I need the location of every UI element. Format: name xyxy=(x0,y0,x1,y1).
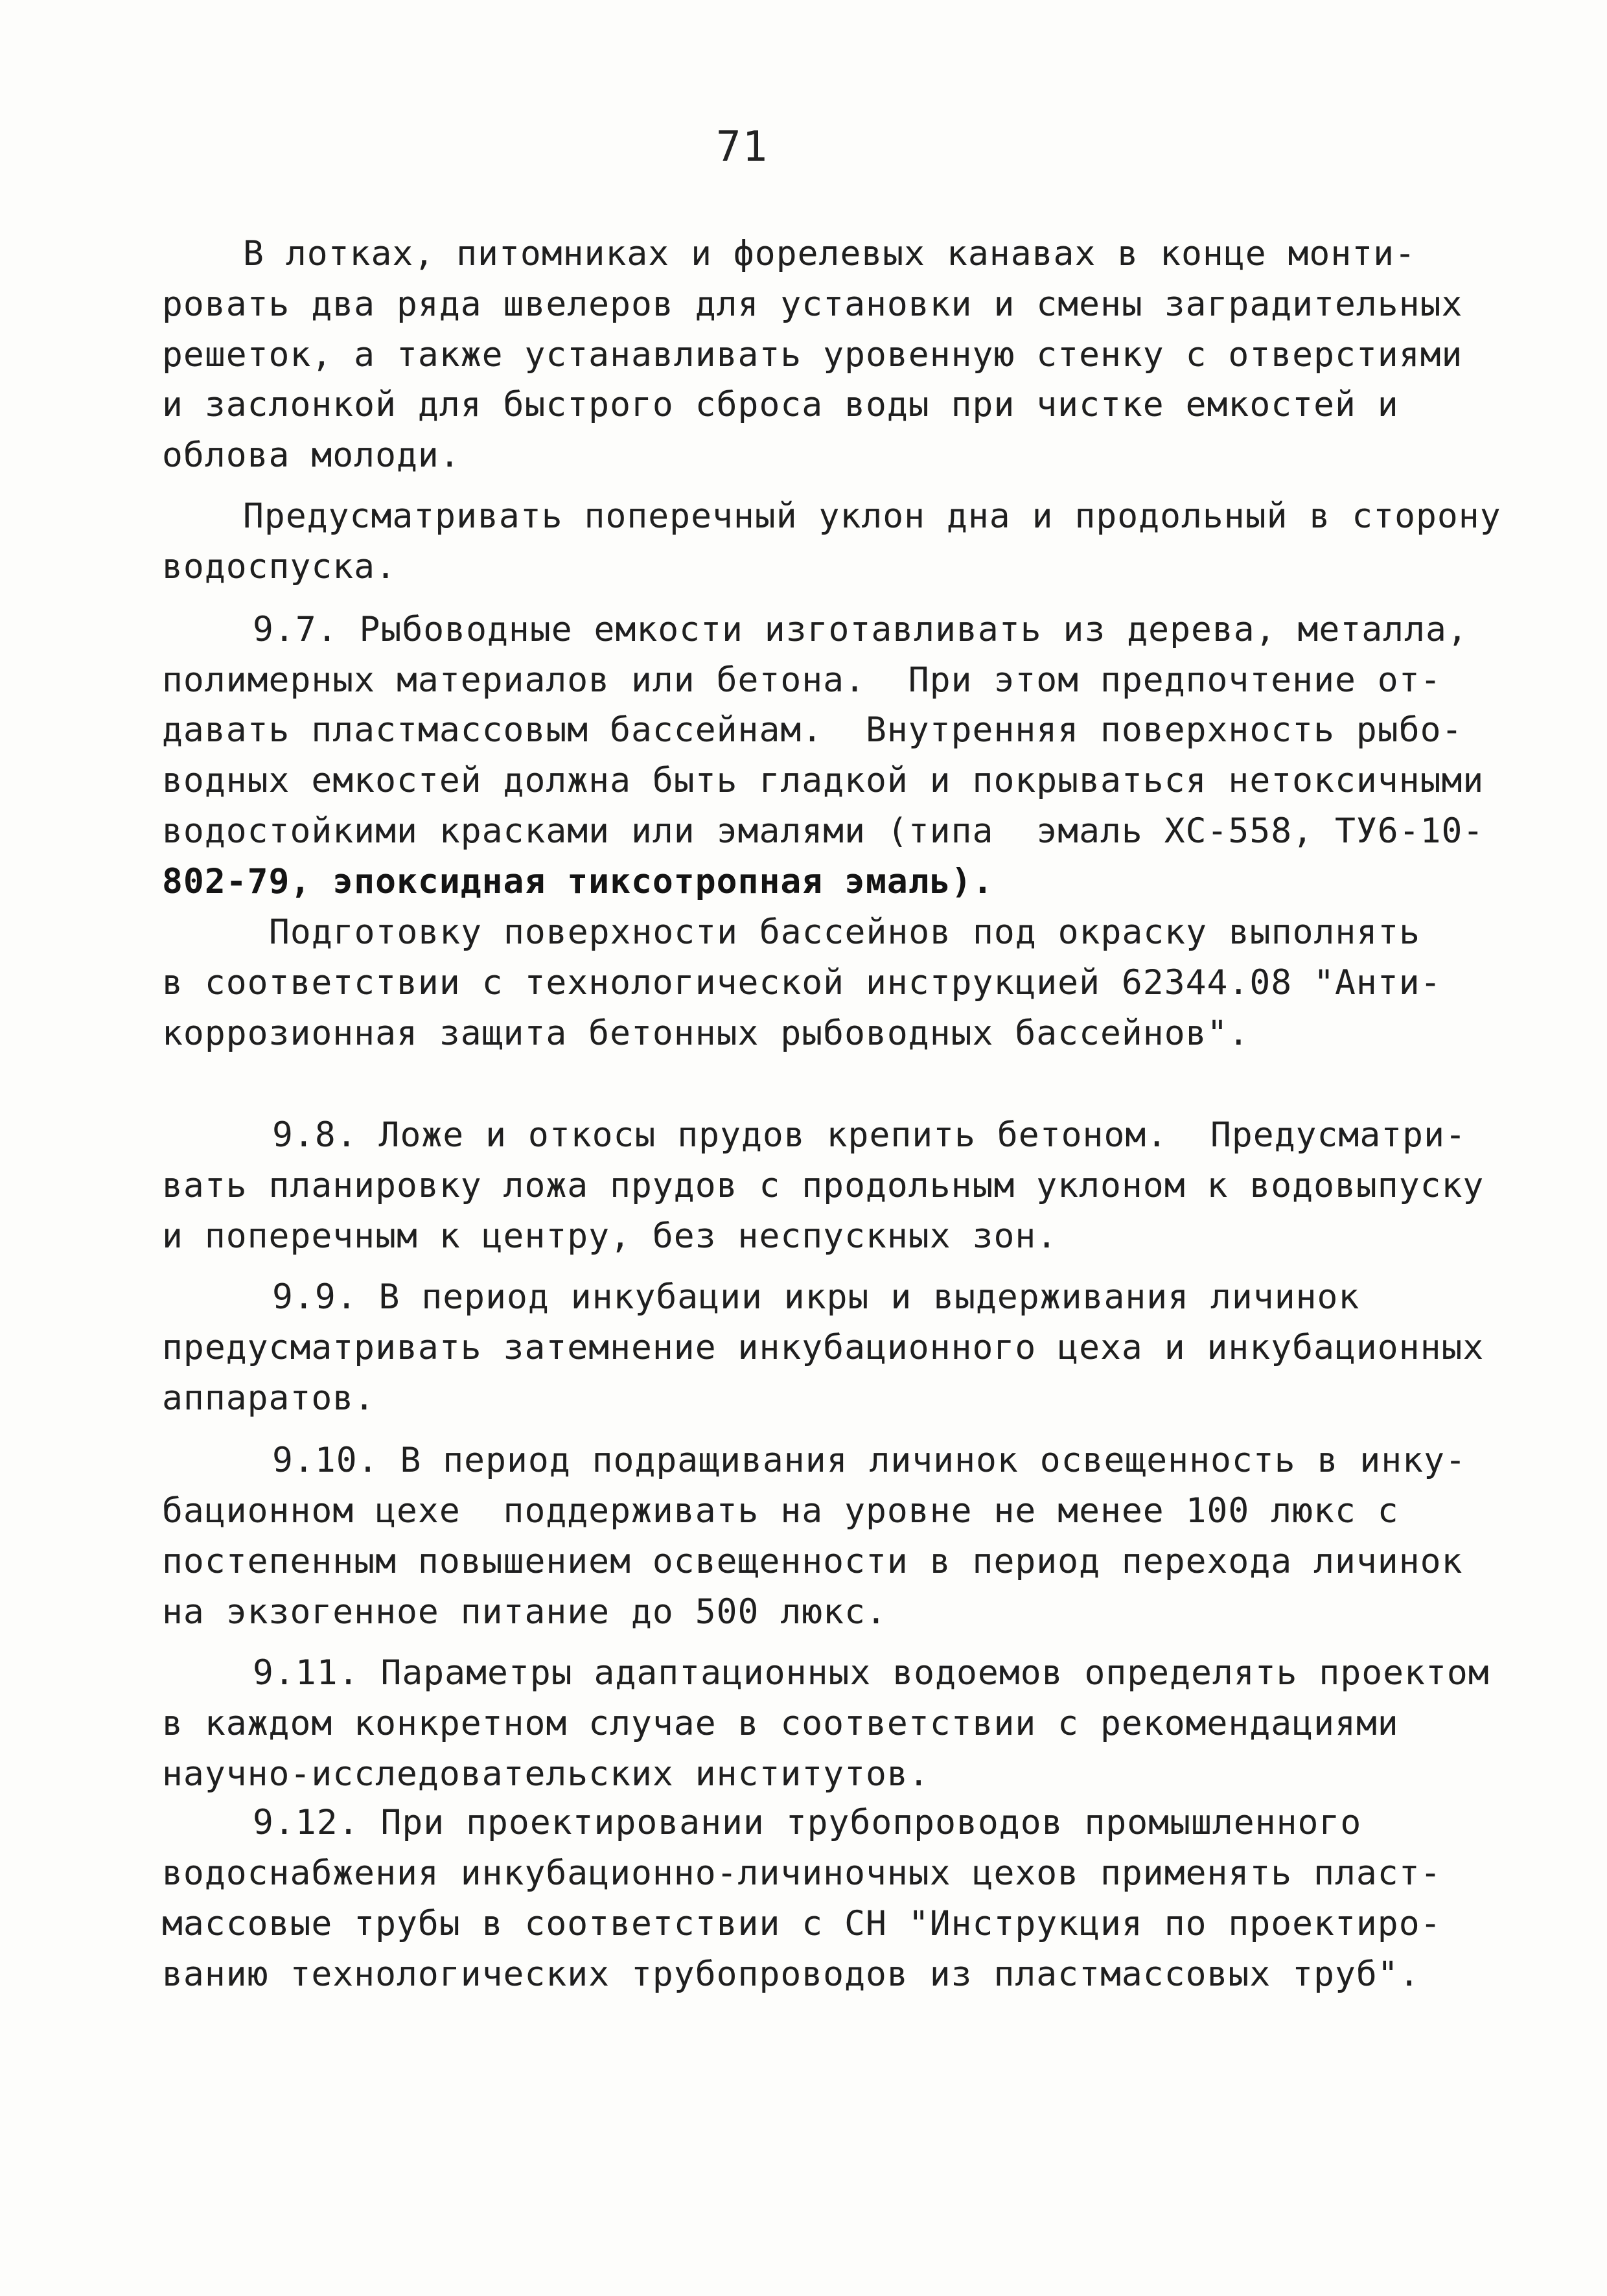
text-line: на экзогенное питание до 500 люкс. xyxy=(162,1592,887,1632)
text-line: Подготовку поверхности бассейнов под окраску выполнять xyxy=(269,912,1421,952)
text-line: полимерных материалов или бетона. При этом предпочтение от- xyxy=(162,660,1442,700)
text-line: облова молоди. xyxy=(162,435,461,475)
text-line: коррозионная защита бетонных рыбоводных бассейнов". xyxy=(162,1014,1250,1053)
text-line: 9.11. Параметры адаптационных водоемов определять проектом xyxy=(253,1653,1490,1693)
text-line: и заслонкой для быстрого сброса воды при чистке емкостей и xyxy=(162,385,1399,424)
text-line: В лотках, питомниках и форелевых канавах в конце монти- xyxy=(243,234,1416,273)
text-line: аппаратов. xyxy=(162,1378,376,1418)
text-line: водных емкостей должна быть гладкой и покрываться нетоксичными xyxy=(162,761,1485,800)
text-line: решеток, а также устанавливать уровенную стенку с отверстиями xyxy=(162,335,1463,375)
text-line: 9.8. Ложе и откосы прудов крепить бетоном. Предусматри- xyxy=(272,1115,1466,1155)
text-line: постепенным повышением освещенности в период перехода личинок xyxy=(162,1542,1463,1581)
text-line: вать планировку ложа прудов с продольным уклоном к водовыпуску xyxy=(162,1166,1485,1205)
page-number: 71 xyxy=(716,123,769,171)
text-line: предусматривать затемнение инкубационного цеха и инкубационных xyxy=(162,1328,1485,1367)
text-line: научно-исследовательских институтов. xyxy=(162,1754,930,1794)
text-line: в соответствии с технологической инструкцией 62344.08 "Анти- xyxy=(162,963,1442,1003)
text-line: Предусматривать поперечный уклон дна и продольный в сторону xyxy=(243,496,1501,536)
text-line: бационном цехе поддерживать на уровне не менее 100 люкс с xyxy=(162,1491,1399,1531)
text-line: 9.7. Рыбоводные емкости изготавливать из дерева, металла, xyxy=(253,610,1468,649)
text-line: 9.12. При проектировании трубопроводов промышленного xyxy=(253,1803,1362,1842)
text-line: массовые трубы в соответствии с СН "Инструкция по проектиро- xyxy=(162,1904,1442,1943)
text-line: 9.10. В период подращивания личинок освещенность в инку- xyxy=(272,1441,1466,1480)
text-line: ровать два ряда швелеров для установки и смены заградительных xyxy=(162,284,1463,324)
text-line: водоспуска. xyxy=(162,547,397,586)
text-line: водостойкими красками или эмалями (типа эмаль ХС-558, ТУ6-10- xyxy=(162,811,1485,851)
text-line: и поперечным к центру, без неспускных зон. xyxy=(162,1216,1058,1256)
text-line: давать пластмассовым бассейнам. Внутренняя поверхность рыбо- xyxy=(162,710,1463,750)
text-line: в каждом конкретном случае в соответствии с рекомендациями xyxy=(162,1704,1399,1743)
text-line: ванию технологических трубопроводов из пластмассовых труб". xyxy=(162,1954,1420,1994)
text-line: 9.9. В период инкубации икры и выдерживания личинок xyxy=(272,1277,1360,1317)
text-line: 802-79, эпоксидная тиксотропная эмаль). xyxy=(162,862,994,901)
text-line: водоснабжения инкубационно-личиночных цехов применять пласт- xyxy=(162,1853,1442,1893)
